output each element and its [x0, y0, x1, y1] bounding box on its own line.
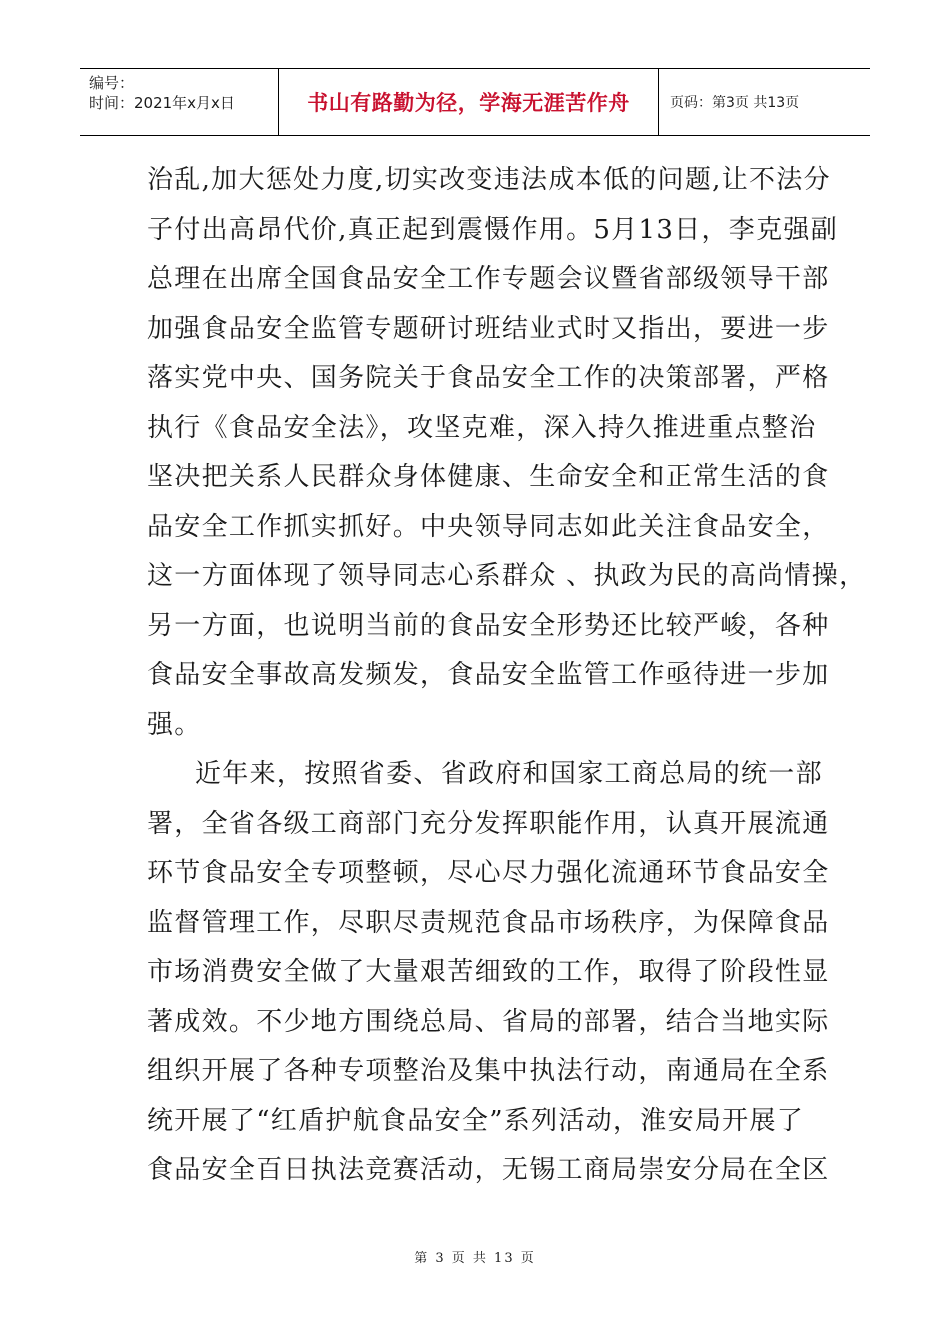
body-line: 加强食品安全监管专题研讨班结业式时又指出，要进一步 — [147, 313, 830, 344]
body-line: 监督管理工作，尽职尽责规范食品市场秩序，为保障食品 — [147, 907, 830, 938]
header-motto — [279, 69, 659, 135]
body-line: 著成效。不少地方围绕总局、省局的部署，结合当地实际 — [147, 1006, 830, 1037]
body-line: 食品安全事故高发频发，食品安全监管工作亟待进一步加 — [147, 660, 830, 690]
body-line: 组织开展了各种专项整治及集中执法行动，南通局在全系 — [147, 1056, 830, 1086]
body-line: 品安全工作抓实抓好。中央领导同志如此关注食品安全， — [147, 511, 830, 542]
body-line: 治乱,加大惩处力度,切实改变违法成本低的问题,让不法分 — [147, 165, 831, 195]
body-line: 市场消费安全做了大量艰苦细致的工作，取得了阶段性显 — [147, 957, 830, 987]
body-line: 另一方面，也说明当前的食品安全形势还比较严峻，各种 — [147, 610, 830, 641]
body-line: 这一方面体现了领导同志心系群众 、执政为民的高尚情操， — [147, 561, 867, 591]
time-label: 时间：2021年x月x日 — [89, 94, 235, 112]
body-line: 统开展了“红盾护航食品安全”系列活动，淮安局开展了 — [147, 1105, 805, 1136]
body-line: 环节食品安全专项整顿，尽心尽力强化流通环节食品安全 — [147, 858, 830, 888]
doc-number-label: 编号： — [89, 74, 135, 92]
motto-text: 书山有路勤为径，学海无涯苦作舟 — [307, 91, 630, 115]
footer-page-number: 第 3 页 共 13 页 — [414, 1251, 536, 1266]
page-header — [80, 68, 870, 136]
body-line: 总理在出席全国食品安全工作专题会议暨省部级领导干部 — [147, 264, 830, 294]
body-line: 坚决把关系人民群众身体健康、生命安全和正常生活的食 — [147, 462, 830, 492]
page-footer — [0, 1247, 950, 1266]
body-line: 子付出高昂代价,真正起到震慑作用。5月13日，李克强副 — [147, 214, 838, 245]
body-line: 落实党中央、国务院关于食品安全工作的决策部署，严格 — [147, 363, 830, 393]
body-line: 食品安全百日执法竞赛活动，无锡工商局崇安分局在全区 — [147, 1155, 830, 1185]
body-line: 署，全省各级工商部门充分发挥职能作用，认真开展流通 — [147, 808, 830, 839]
header-meta — [80, 69, 279, 135]
document-body — [147, 156, 867, 1196]
header-page-info — [659, 69, 870, 135]
paragraph-start-line: 近年来，按照省委、省政府和国家工商总局的统一部 — [195, 759, 823, 789]
body-line: 执行《食品安全法》，攻坚克难，深入持久推进重点整治 — [147, 412, 817, 443]
body-line: 强。 — [147, 709, 202, 740]
page-info-text: 页码：第3页 共13页 — [670, 95, 800, 111]
